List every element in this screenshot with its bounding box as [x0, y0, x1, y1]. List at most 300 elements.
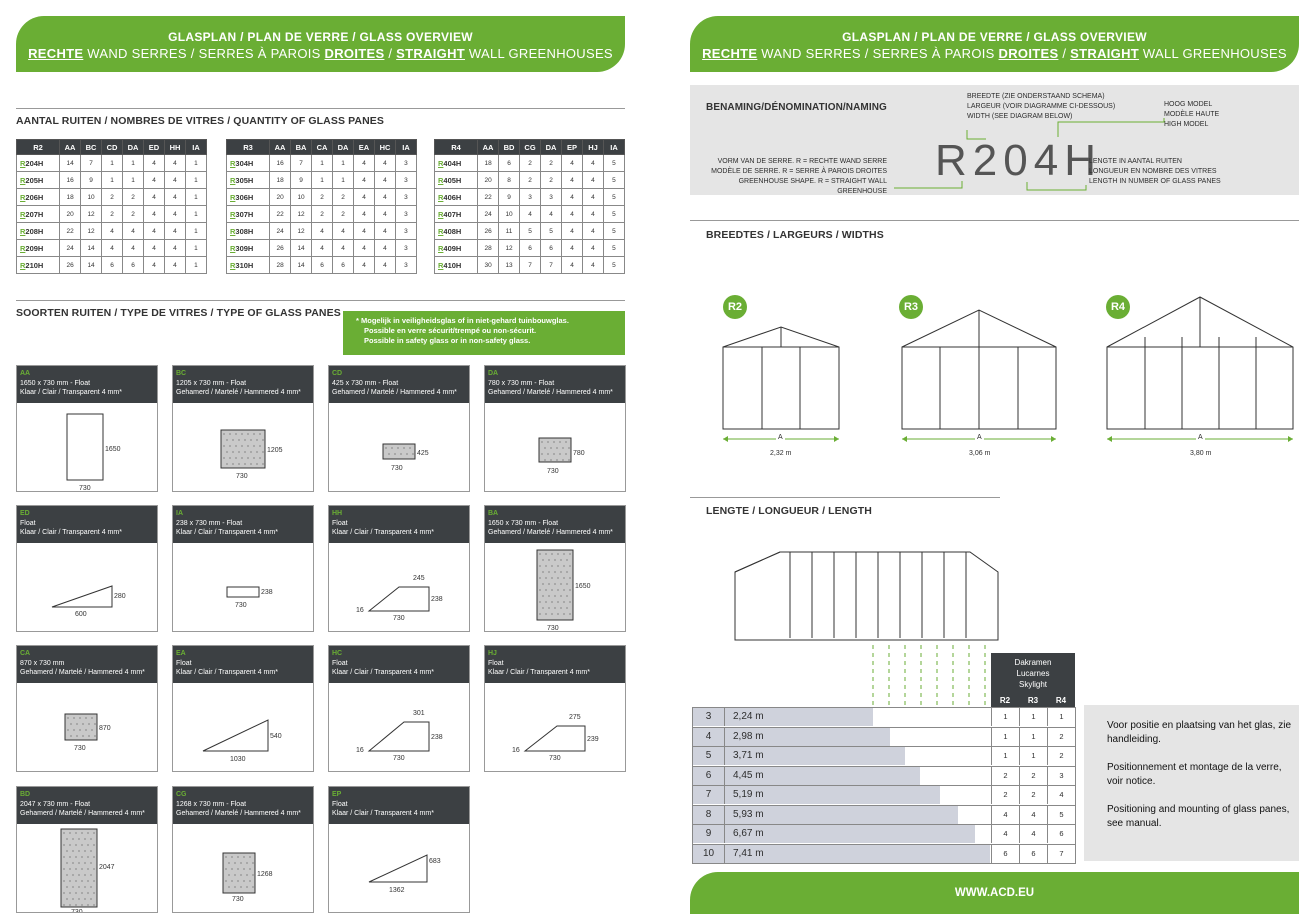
glass-card-code: HC [332, 650, 343, 657]
model-number: 204H [25, 158, 44, 168]
glass-card-l1: 425 x 730 mm - Float [332, 379, 399, 387]
count-cell: 4 [562, 206, 583, 223]
glass-card-l2: Klaar / Clair / Transparent 4 mm* [332, 810, 434, 817]
count-cell: 14 [291, 240, 312, 257]
count-cell: 13 [499, 257, 520, 274]
table-row [227, 257, 417, 274]
count-cell: 2 [312, 189, 333, 206]
column-header: BD [499, 140, 520, 155]
count-cell: 3 [395, 206, 416, 223]
model-cell [227, 223, 270, 240]
count-cell: 1 [123, 155, 144, 172]
length-meters: 5,93 m [733, 808, 764, 820]
pane-shape [67, 414, 103, 480]
table-row [435, 223, 625, 240]
count-cell: 1 [185, 240, 206, 257]
column-header: IA [185, 140, 206, 155]
glass-card-l2: Klaar / Clair / Transparent 4 mm* [488, 669, 590, 676]
glass-card-l2: Klaar / Clair / Transparent 4 mm* [20, 389, 122, 396]
model-letter: R [438, 226, 444, 236]
glass-pane-drawing [173, 824, 314, 913]
model-letter: R [20, 243, 26, 253]
glass-card-header [17, 506, 157, 543]
glass-card-header [17, 366, 157, 403]
glass-pane-drawing [17, 683, 158, 772]
count-cell: 12 [291, 206, 312, 223]
table-row [227, 240, 417, 257]
count-cell: 30 [478, 257, 499, 274]
naming-panel [690, 85, 1299, 195]
table-row [17, 172, 207, 189]
model-letter: R [438, 158, 444, 168]
table-row [17, 189, 207, 206]
skylight-count: 2 [991, 767, 1019, 785]
count-cell: 18 [478, 155, 499, 172]
count-cell: 4 [375, 155, 396, 172]
model-cell [435, 155, 478, 172]
dimension-label: 730 [547, 468, 559, 475]
column-header: EA [354, 140, 375, 155]
legend-line: HIGH MODEL [1164, 121, 1209, 128]
count-cell: 4 [123, 240, 144, 257]
count-cell: 4 [375, 240, 396, 257]
model-cell [17, 172, 60, 189]
model-cell [227, 189, 270, 206]
dimension-label: 1650 [105, 446, 121, 453]
count-cell: 2 [520, 155, 541, 172]
glass-card-cd [328, 365, 470, 492]
table-row [435, 257, 625, 274]
glass-pane-drawing [17, 824, 158, 913]
model-number: 407H [443, 209, 462, 219]
length-meters: 7,41 m [733, 847, 764, 859]
banner-sub-u1: RECHTE [702, 46, 758, 61]
count-cell: 6 [499, 155, 520, 172]
count-cell: 5 [603, 223, 624, 240]
skylight-count: 4 [1019, 806, 1047, 824]
banner-sub-p1: WAND SERRES / SERRES À PAROIS [83, 46, 325, 61]
count-cell: 26 [270, 240, 291, 257]
banner-sub-p1: WAND SERRES / SERRES À PAROIS [757, 46, 999, 61]
glass-card-l1: Float [176, 659, 192, 667]
quantity-table-r2 [16, 139, 207, 274]
header-banner-right [690, 16, 1299, 72]
count-cell: 14 [60, 155, 81, 172]
info-line: Positioning and mounting of glass panes, see manual. [1107, 804, 1290, 829]
glass-pane-drawing [173, 403, 314, 492]
skylight-count: 2 [991, 786, 1019, 804]
count-cell: 5 [603, 155, 624, 172]
dimension-label: 780 [573, 450, 585, 457]
table-row [227, 206, 417, 223]
count-cell: 16 [270, 155, 291, 172]
model-letter: R [230, 226, 236, 236]
hammered-pane [383, 444, 415, 459]
model-letter: R [20, 209, 26, 219]
table-row [17, 155, 207, 172]
length-panes: 7 [693, 786, 725, 804]
count-cell: 4 [583, 223, 604, 240]
skylight-count: 1 [991, 747, 1019, 765]
count-cell: 4 [562, 240, 583, 257]
count-cell: 5 [603, 257, 624, 274]
skylight-col-r2: R2 [999, 696, 1011, 705]
column-header: DA [333, 140, 354, 155]
count-cell: 1 [333, 172, 354, 189]
banner-subtitle [16, 46, 625, 61]
skylight-count: 2 [1019, 767, 1047, 785]
glass-card-da [484, 365, 626, 492]
skylight-count: 2 [1019, 786, 1047, 804]
count-cell: 6 [541, 240, 562, 257]
count-cell: 4 [312, 240, 333, 257]
count-cell: 4 [165, 223, 186, 240]
length-panes: 10 [693, 845, 725, 863]
width-value-r2: 2,32 m [770, 450, 792, 457]
count-cell: 4 [375, 172, 396, 189]
count-cell: 1 [312, 172, 333, 189]
dimension-label: 16 [356, 607, 364, 614]
info-line: Voor positie en plaatsing van het glas, zie handleiding. [1107, 720, 1292, 745]
skylight-count: 4 [991, 806, 1019, 824]
count-cell: 7 [520, 257, 541, 274]
table-row [435, 206, 625, 223]
glass-card-l2: Gehamerd / Martelé / Hammered 4 mm* [20, 669, 145, 676]
width-dim-r2: A [778, 434, 783, 441]
count-cell: 4 [354, 155, 375, 172]
model-letter: R [20, 260, 26, 270]
count-cell: 4 [354, 257, 375, 274]
glass-card-cg [172, 786, 314, 913]
skylight-title-line: Lucarnes [1016, 669, 1050, 678]
glass-card-hh [328, 505, 470, 632]
model-letter: R [20, 175, 26, 185]
dimension-label: 870 [99, 725, 111, 732]
model-letter: R [20, 192, 26, 202]
count-cell: 3 [395, 223, 416, 240]
count-cell: 1 [185, 206, 206, 223]
column-header: HJ [583, 140, 604, 155]
table-row [17, 206, 207, 223]
count-cell: 4 [583, 240, 604, 257]
model-number: 406H [443, 192, 462, 202]
count-cell: 3 [541, 189, 562, 206]
count-cell: 4 [375, 223, 396, 240]
count-cell: 4 [165, 155, 186, 172]
dimension-label: 730 [547, 625, 559, 632]
table-row [17, 223, 207, 240]
count-cell: 5 [520, 223, 541, 240]
width-badge-r4: R4 [1106, 295, 1130, 319]
model-letter: R [230, 209, 236, 219]
model-cell [17, 155, 60, 172]
divider [690, 220, 1299, 221]
skylight-count: 1 [991, 708, 1019, 726]
glass-card-ia [172, 505, 314, 632]
column-header: ED [144, 140, 165, 155]
model-cell [435, 223, 478, 240]
length-panes: 9 [693, 825, 725, 843]
skylight-count: 1 [1019, 747, 1047, 765]
count-cell: 11 [499, 223, 520, 240]
count-cell: 14 [81, 257, 102, 274]
legend-line: LARGEUR (VOIR DIAGRAMME CI-DESSOUS) [967, 103, 1116, 110]
skylight-count: 1 [1047, 708, 1075, 726]
safety-glass-note [343, 311, 625, 355]
note-line: Possible en verre sécurit/trempé ou non-sécurit. [364, 326, 537, 335]
glass-card-ep [328, 786, 470, 913]
count-cell: 6 [312, 257, 333, 274]
glass-pane-drawing [485, 543, 626, 632]
glass-card-l1: 1205 x 730 mm - Float [176, 379, 247, 387]
quantity-table-r3 [226, 139, 417, 274]
model-cell [227, 172, 270, 189]
glass-card-ca [16, 645, 158, 772]
legend-line: LENGTH IN NUMBER OF GLASS PANES [1089, 178, 1221, 185]
model-number: 309H [235, 243, 254, 253]
pane-shape [369, 722, 429, 751]
dimension-label: 16 [512, 747, 520, 754]
skylight-count: 3 [1047, 767, 1075, 785]
skylight-count: 1 [1019, 728, 1047, 746]
count-cell: 12 [81, 223, 102, 240]
count-cell: 4 [144, 257, 165, 274]
count-cell: 4 [541, 206, 562, 223]
banner-sub-u3: STRAIGHT [1070, 46, 1140, 61]
dimension-label: 730 [235, 602, 247, 609]
model-number: 304H [235, 158, 254, 168]
glass-card-code: BA [488, 510, 499, 517]
count-cell: 22 [60, 223, 81, 240]
dimension-label: 2047 [99, 864, 115, 871]
model-letter: R [230, 243, 236, 253]
model-letter: R [20, 226, 26, 236]
model-cell [435, 257, 478, 274]
count-cell: 18 [60, 189, 81, 206]
glass-card-ea [172, 645, 314, 772]
count-cell: 28 [478, 240, 499, 257]
count-cell: 9 [81, 172, 102, 189]
column-header: EP [562, 140, 583, 155]
count-cell: 4 [165, 189, 186, 206]
count-cell: 4 [165, 206, 186, 223]
width-badge-r2: R2 [723, 295, 747, 319]
model-number: 408H [443, 226, 462, 236]
skylight-header [991, 653, 1075, 707]
column-header: CA [312, 140, 333, 155]
divider [16, 108, 625, 109]
glass-card-header [329, 787, 469, 824]
count-cell: 3 [520, 189, 541, 206]
count-cell: 20 [478, 172, 499, 189]
glass-card-code: DA [488, 370, 499, 377]
column-header: IA [603, 140, 624, 155]
count-cell: 5 [541, 223, 562, 240]
dimension-label: 683 [429, 858, 441, 865]
count-cell: 4 [144, 223, 165, 240]
header-banner-left [16, 16, 625, 72]
glass-card-l2: Gehamerd / Martelé / Hammered 4 mm* [176, 389, 301, 396]
model-letter: R [438, 209, 444, 219]
glass-card-l2: Klaar / Clair / Transparent 4 mm* [20, 529, 122, 536]
banner-sub-u3: STRAIGHT [396, 46, 466, 61]
count-cell: 5 [603, 189, 624, 206]
column-header: CG [520, 140, 541, 155]
count-cell: 4 [333, 223, 354, 240]
column-header: R2 [17, 140, 60, 155]
count-cell: 4 [583, 257, 604, 274]
footer-website[interactable]: WWW.ACD.EU [690, 872, 1299, 914]
model-cell [227, 206, 270, 223]
glass-card-l1: 1650 x 730 mm - Float [20, 379, 91, 387]
dimension-label: 1030 [230, 756, 246, 763]
banner-sub-p2: / [1058, 46, 1071, 61]
legend-line: MODÈLE HAUTE [1164, 111, 1220, 118]
glass-pane-drawing [329, 683, 470, 772]
count-cell: 2 [541, 155, 562, 172]
count-cell: 4 [562, 223, 583, 240]
glass-pane-drawing [485, 683, 626, 772]
count-cell: 4 [354, 189, 375, 206]
count-cell: 1 [185, 257, 206, 274]
glass-pane-drawing [329, 403, 470, 492]
count-cell: 7 [541, 257, 562, 274]
model-number: 305H [235, 175, 254, 185]
count-cell: 4 [333, 240, 354, 257]
glass-card-header [173, 646, 313, 683]
dimension-label: 540 [270, 733, 282, 740]
skylight-title-line: Dakramen [1014, 658, 1052, 667]
glass-card-l1: 1650 x 730 mm - Float [488, 519, 559, 527]
count-cell: 4 [375, 257, 396, 274]
length-meters: 2,98 m [733, 730, 764, 742]
glass-card-header [173, 506, 313, 543]
table-row [435, 172, 625, 189]
dimension-label: 238 [431, 596, 443, 603]
column-header: CD [102, 140, 123, 155]
length-panes: 5 [693, 747, 725, 765]
count-cell: 6 [333, 257, 354, 274]
section-quantity-title: AANTAL RUITEN / NOMBRES DE VITRES / QUANTITY OF GLASS PANES [16, 115, 384, 127]
count-cell: 4 [165, 240, 186, 257]
length-meters: 6,67 m [733, 828, 764, 839]
skylight-count: 4 [1019, 825, 1047, 843]
model-cell [435, 240, 478, 257]
legend-line: MODÈLE DE SERRE. R = SERRE À PAROIS DROITES [711, 168, 887, 175]
glass-card-l2: Klaar / Clair / Transparent 4 mm* [332, 529, 434, 536]
model-cell [435, 172, 478, 189]
column-header: R3 [227, 140, 270, 155]
length-panes: 8 [693, 806, 725, 824]
glass-pane-drawing [173, 683, 314, 772]
glass-card-code: IA [176, 510, 183, 517]
glass-card-bc [172, 365, 314, 492]
glass-card-l1: Float [20, 519, 36, 527]
count-cell: 1 [185, 223, 206, 240]
glass-card-aa [16, 365, 158, 492]
count-cell: 6 [520, 240, 541, 257]
glass-card-header [173, 787, 313, 824]
count-cell: 4 [144, 206, 165, 223]
skylight-count: 6 [1019, 845, 1047, 863]
model-cell [17, 223, 60, 240]
dimension-label: 239 [587, 736, 599, 743]
legend-line: WIDTH (SEE DIAGRAM BELOW) [967, 113, 1073, 120]
glass-card-l2: Klaar / Clair / Transparent 4 mm* [176, 529, 278, 536]
count-cell: 7 [291, 155, 312, 172]
section-widths-title: BREEDTES / LARGEURS / WIDTHS [706, 229, 884, 241]
count-cell: 10 [81, 189, 102, 206]
glass-card-l2: Gehamerd / Martelé / Hammered 4 mm* [176, 810, 301, 817]
dimension-label: 730 [71, 909, 83, 914]
count-cell: 5 [603, 240, 624, 257]
glass-card-code: AA [20, 370, 31, 377]
skylight-col-r4: R4 [1055, 696, 1067, 705]
column-header: R4 [435, 140, 478, 155]
table-row [17, 257, 207, 274]
dimension-label: 730 [393, 755, 405, 762]
count-cell: 4 [354, 223, 375, 240]
model-cell [17, 206, 60, 223]
glass-card-header [329, 366, 469, 403]
count-cell: 5 [603, 206, 624, 223]
glass-card-l2: Klaar / Clair / Transparent 4 mm* [176, 669, 278, 676]
length-meters: 5,19 m [733, 789, 764, 800]
model-number: 206H [25, 192, 44, 202]
model-letter: R [230, 158, 236, 168]
count-cell: 4 [375, 206, 396, 223]
glass-card-l2: Gehamerd / Martelé / Hammered 4 mm* [20, 810, 145, 817]
width-badge-r3: R3 [899, 295, 923, 319]
banner-sub-u2: DROITES [324, 46, 385, 61]
skylight-count: 7 [1047, 845, 1075, 863]
glass-card-code: HJ [488, 650, 497, 657]
banner-title: GLASPLAN / PLAN DE VERRE / GLASS OVERVIEW [842, 30, 1147, 44]
count-cell: 4 [354, 240, 375, 257]
column-header: HH [165, 140, 186, 155]
skylight-col-r3: R3 [1027, 696, 1039, 705]
count-cell: 2 [520, 172, 541, 189]
count-cell: 2 [102, 189, 123, 206]
glass-card-code: EP [332, 791, 342, 798]
glass-pane-drawing [329, 543, 470, 632]
count-cell: 1 [102, 155, 123, 172]
naming-callout-lines [690, 85, 1299, 195]
pane-shape [203, 720, 268, 751]
model-letter: R [438, 175, 444, 185]
count-cell: 2 [541, 172, 562, 189]
count-cell: 2 [333, 206, 354, 223]
table-row [17, 240, 207, 257]
banner-subtitle [690, 46, 1299, 61]
banner-sub-p2: / [384, 46, 397, 61]
glass-pane-drawing [329, 824, 470, 913]
glass-pane-drawing [17, 543, 158, 632]
model-cell [227, 257, 270, 274]
count-cell: 1 [185, 172, 206, 189]
count-cell: 4 [354, 206, 375, 223]
model-number: 209H [25, 243, 44, 253]
glass-card-l2: Gehamerd / Martelé / Hammered 4 mm* [332, 389, 457, 396]
note-line: * Mogelijk in veiligheidsglas of in niet-gehard tuinbouwglas. [356, 316, 569, 325]
glass-card-l1: 2047 x 730 mm - Float [20, 800, 91, 808]
glass-card-code: EA [176, 650, 186, 657]
count-cell: 22 [478, 189, 499, 206]
model-cell [227, 155, 270, 172]
glass-pane-drawing [17, 403, 158, 492]
model-cell [435, 206, 478, 223]
glass-card-header [329, 506, 469, 543]
